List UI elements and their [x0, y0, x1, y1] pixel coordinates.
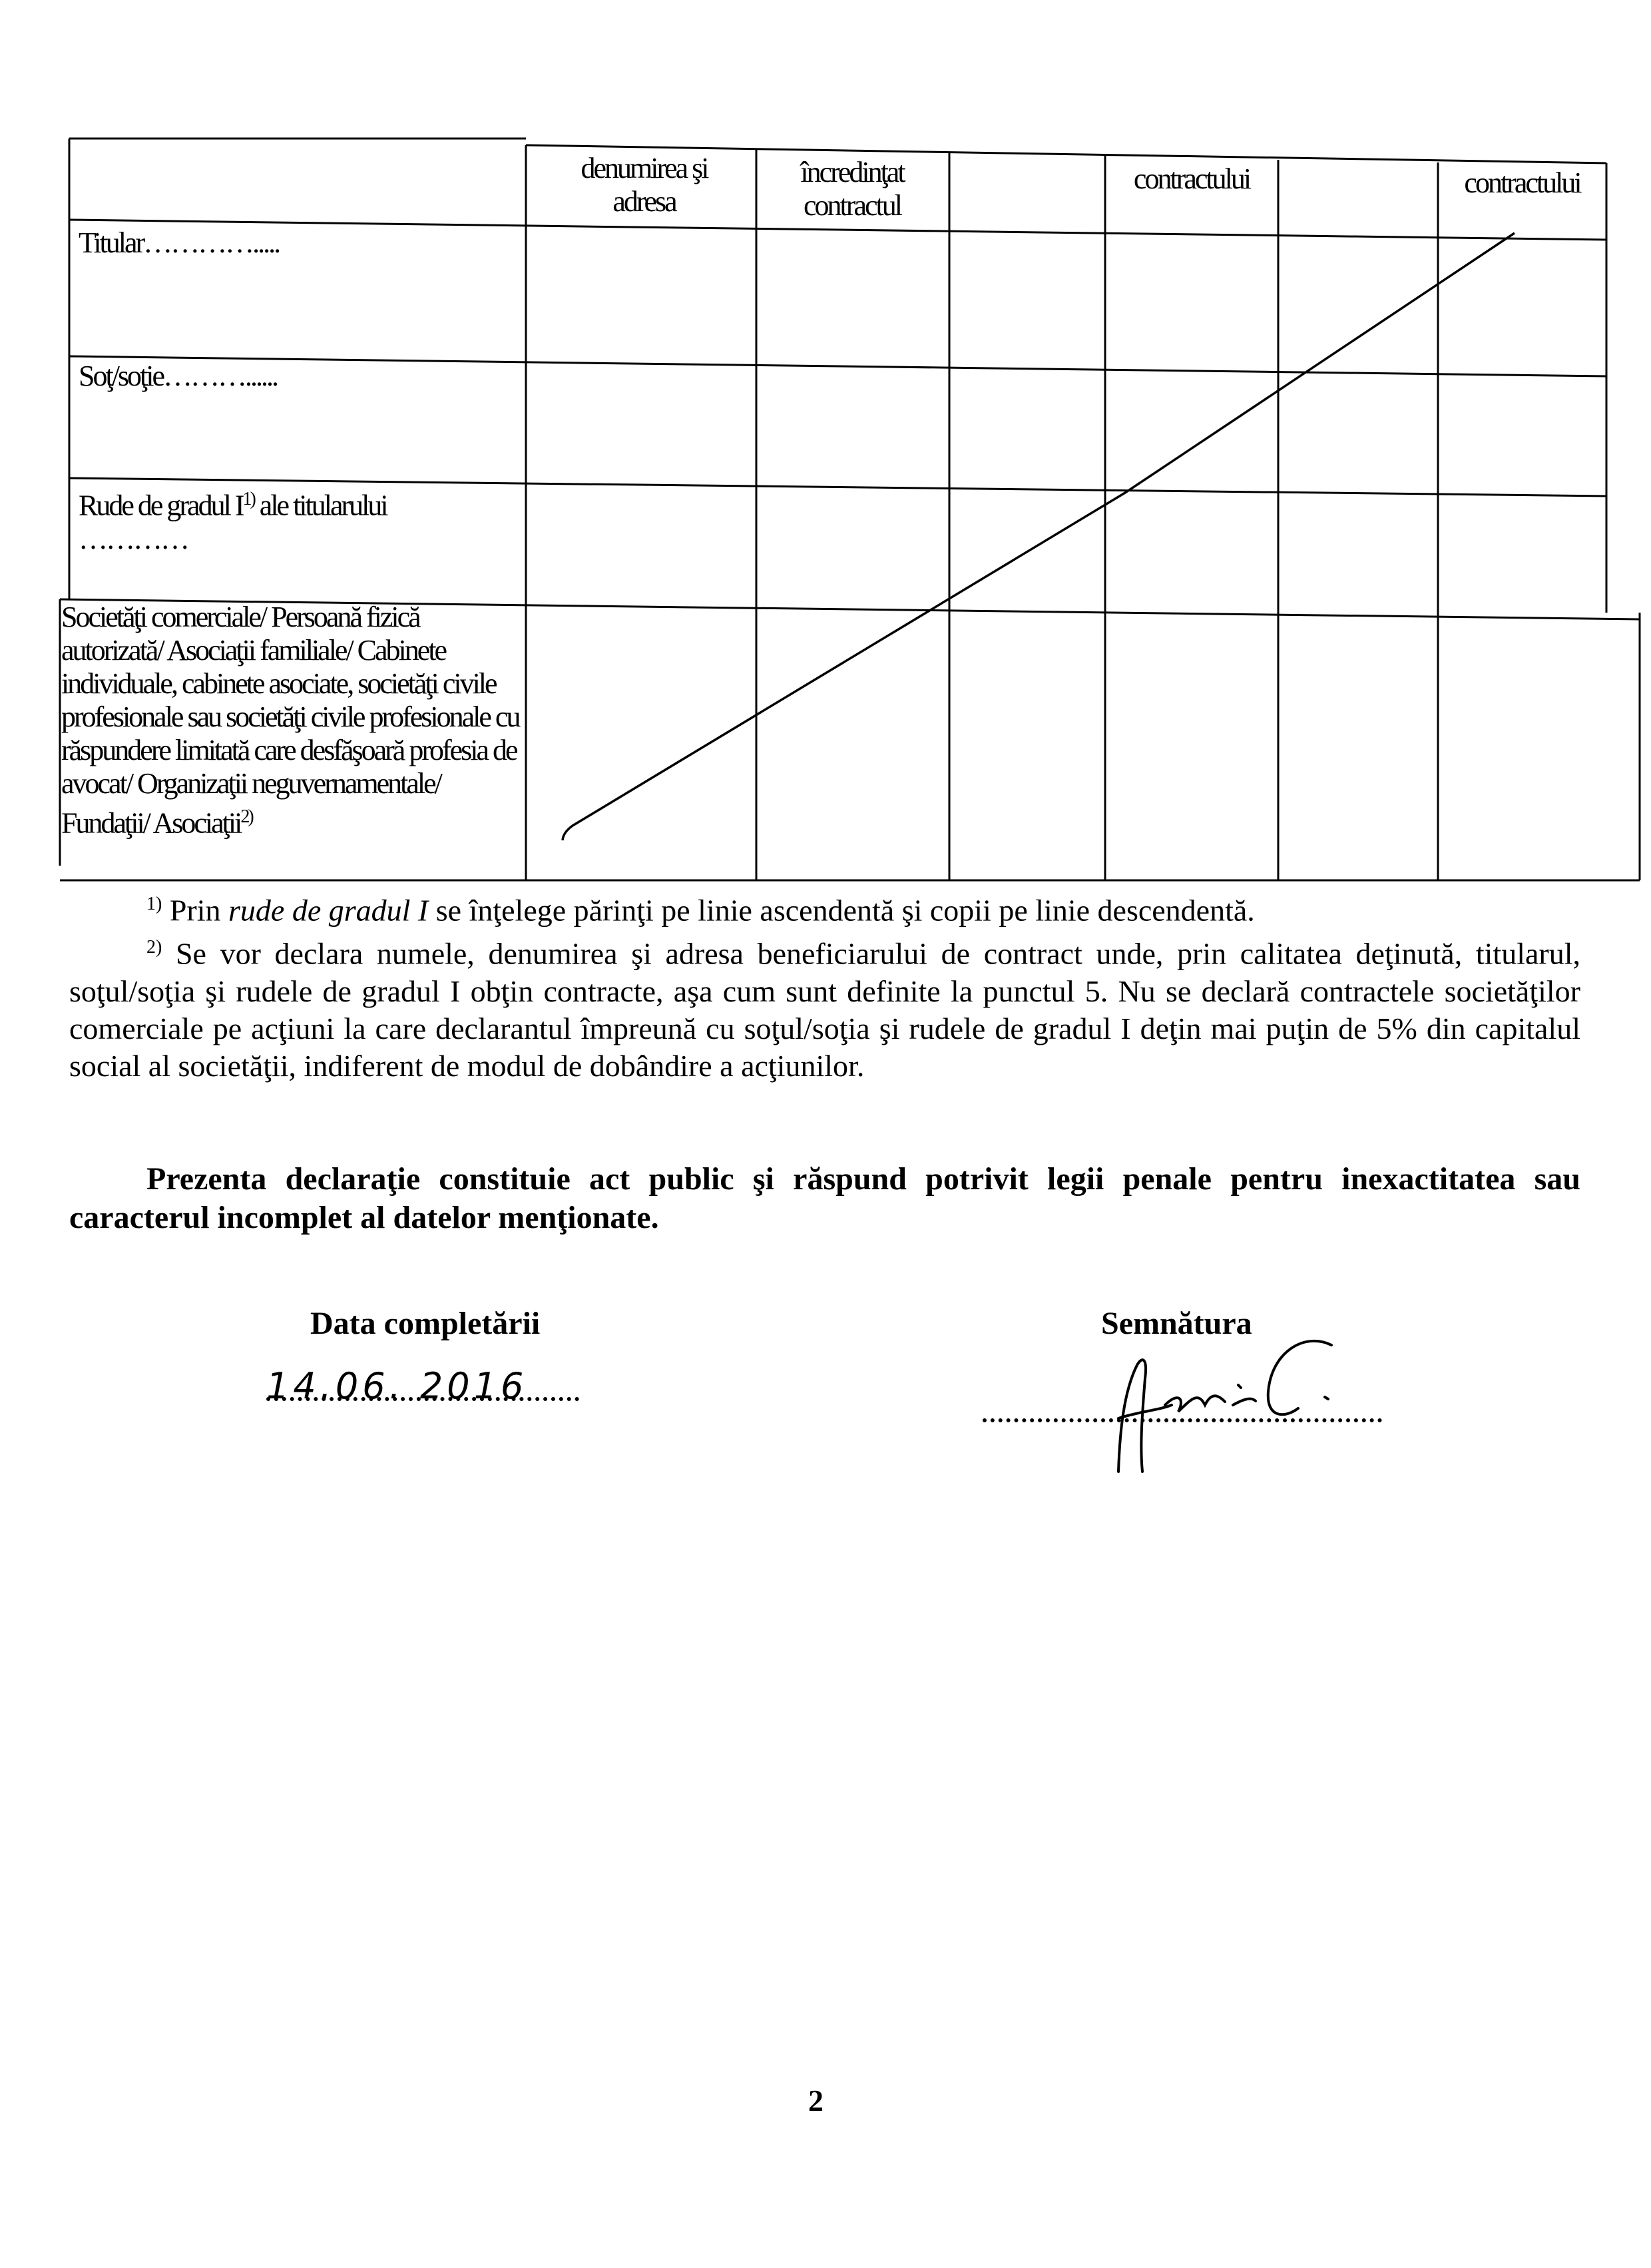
row-label-societati-sup: 2)	[240, 806, 252, 827]
header-contractului-1: contractului	[1133, 162, 1250, 195]
row-label-societati	[61, 601, 521, 840]
signature-stroke-c	[1268, 1341, 1331, 1414]
signature-label: Semnătura	[1101, 1306, 1252, 1341]
handwritten-signature	[1078, 1318, 1358, 1485]
cancel-diagonal-stroke	[563, 233, 1515, 840]
signature-stroke-body	[1165, 1396, 1225, 1412]
footnote-1	[69, 886, 1580, 929]
date-dotted-line	[266, 1392, 579, 1401]
footnote-1-italic: rude de gradul I	[228, 893, 429, 928]
footnote-1-marker: 1)	[146, 894, 162, 914]
signature-stroke-link	[1233, 1399, 1256, 1405]
public-act-declaration: Prezenta declaraţie constituie act public şi răspund potrivit legii penale pentru inexactitatea sau caracterul incomplet al datelor menţionate.	[69, 1161, 1580, 1235]
row-label-titular: Titular………….....	[79, 226, 280, 259]
row-label-societati-text: Societăţi comerciale/ Persoană fizică autorizată/ Asociaţii familiale/ Cabinete individuale, cabinete asociate, societăţi civile profesionale sau societăţi civile profesionale cu răspundere limitată care desfăşoară profesia de avocat/ Organizaţii neguvernamentale/ Fundaţii/ Asociaţii	[61, 601, 519, 840]
signature-stroke-dot	[1238, 1385, 1241, 1388]
row-label-rude-suffix: ale titularului	[254, 489, 387, 522]
page-number: 2	[808, 2084, 824, 2118]
footnote-2	[69, 929, 1580, 1084]
footnote-2-text: Se vor declara numele, denumirea şi adresa beneficiarului de contract unde, prin calitatea deţinută, titularul, soţul/soţia şi rudele de gradul I obţin contracte, aşa cum sunt definite la punctul 5. Nu se declară contractele societăţilor comerciale pe acţiuni la care declarantul împreună cu soţul/soţia şi rudele de gradul I deţin mai puţin de 5% din capitalul social al societăţii, indiferent de modul de dobândire a acţiunilor.	[69, 936, 1580, 1083]
row-label-sot-sotie: Soţ/soţie………......	[79, 360, 278, 392]
header-incredintat: încredinţat contractul	[800, 156, 904, 222]
date-completion-value: 14.06. 2016	[266, 1365, 528, 1407]
date-completion-label: Data completării	[310, 1306, 541, 1341]
footnote-1-prefix: Prin	[162, 893, 229, 928]
row-label-rude	[79, 483, 518, 556]
header-denumirea: denumirea şi adresa	[581, 152, 708, 218]
row-label-rude-text: Rude de gradul I	[79, 489, 243, 522]
row-label-rude-sup: 1)	[242, 489, 254, 509]
signature-stroke-period	[1325, 1397, 1328, 1399]
signature-stroke-cross	[1118, 1405, 1172, 1418]
footnote-2-marker: 2)	[146, 937, 162, 958]
footnotes	[69, 886, 1580, 1085]
row-label-rude-dots: …………	[79, 522, 188, 555]
header-contractului-2: contractului	[1464, 166, 1580, 199]
footnote-1-rest: se înţelege părinţi pe linie ascendentă şi copii pe linie descendentă.	[428, 893, 1255, 928]
